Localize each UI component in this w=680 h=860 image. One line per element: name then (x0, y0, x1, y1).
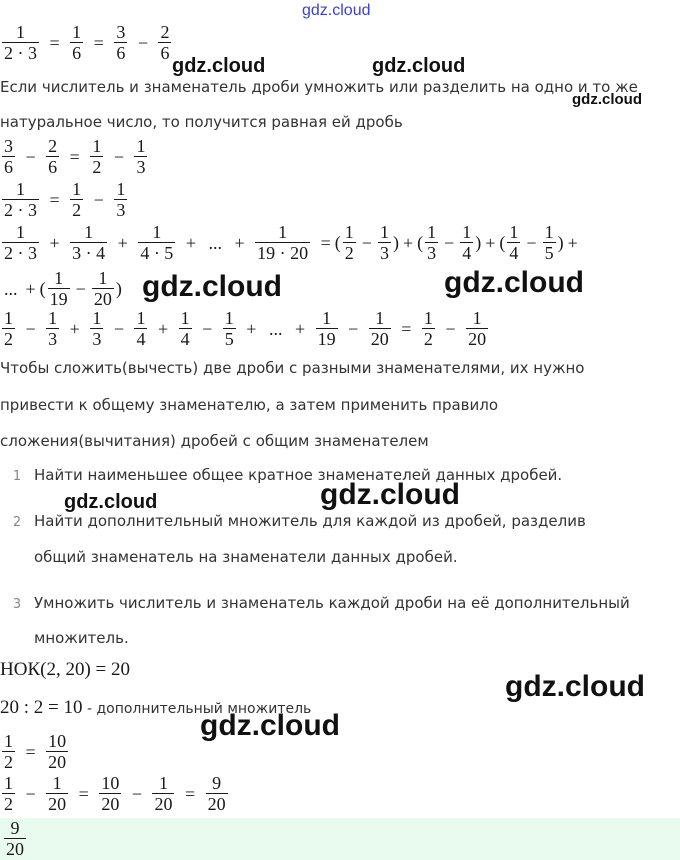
equation-3: $\frac{1}{2 \cdot 3}$ = $\frac{1}{2}$ − $\frac{1}{3}$ (4, 179, 126, 220)
watermark-8: gdz.cloud (505, 670, 645, 703)
equation-2: $\frac{3}{6}$ − $\frac{2}{6}$ = $\frac{1}{2}$ − $\frac{1}{3}$ (4, 136, 146, 177)
equation-8: $\frac{1}{2}$ − $\frac{1}{20}$ = $\frac{10}{20}$ − $\frac{1}{20}$ = $\frac{9}{20}$ (4, 773, 226, 814)
rule-text-line-1: Если числитель и знаменатель дроби умножить или разделить на одно и то же (0, 78, 638, 96)
step-text: Умножить числитель и знаменатель каждой дроби на её дополнительный (34, 594, 630, 612)
multiplier-label: - дополнительный множитель (82, 701, 312, 717)
addition-rule-line-1: Чтобы сложить(вычесть) две дроби с разными знаменателями, их нужно (0, 359, 585, 377)
step-2 (0, 512, 586, 530)
step-3 (0, 594, 630, 612)
step-1 (0, 466, 562, 484)
addition-rule-line-2: привести к общему знаменателю, а затем применить правило (0, 396, 499, 414)
answer-fraction: $\frac{9}{20}$ (6, 818, 24, 859)
equation-1: $\frac{1}{2 \cdot 3}$ = $\frac{1}{6}$ = $\frac{3}{6}$ − $\frac{2}{6}$ (4, 22, 170, 63)
step-text: Найти дополнительный множитель для каждой из дробей, разделив (34, 512, 586, 530)
step-text: множитель. (34, 629, 129, 647)
watermark-7: gdz.cloud (320, 478, 460, 511)
watermark-2: gdz.cloud (372, 55, 466, 77)
answer-box (0, 818, 680, 860)
rule-text-line-2: натуральное число, то получится равная ей дробь (0, 113, 403, 131)
watermark-3: gdz.cloud (572, 91, 642, 108)
watermark-4: gdz.cloud (142, 270, 282, 303)
step-number: 2 (12, 515, 22, 530)
step-2-continued (0, 548, 458, 566)
watermark-6: gdz.cloud (64, 491, 158, 513)
watermark-9: gdz.cloud (200, 709, 340, 742)
equation-7: $\frac{1}{2}$ = $\frac{10}{20}$ (4, 731, 67, 772)
step-text: Найти наименьшее общее кратное знаменателей данных дробей. (34, 466, 563, 484)
watermark-5: gdz.cloud (444, 266, 584, 299)
step-text: общий знаменатель на знаменатели данных дробей. (34, 548, 458, 566)
step-number: 1 (12, 469, 22, 484)
equation-5-continuation: ... + ( $\frac{1}{19}$ − $\frac{1}{20}$ ) (4, 268, 122, 309)
top-watermark: gdz.cloud (302, 2, 371, 19)
watermark-1: gdz.cloud (172, 55, 266, 77)
equation-4-sum: $\frac{1}{2 \cdot 3}$ + $\frac{1}{3 \cdot 4}$ + $\frac{1}{4 \cdot 5}$ + ... + $\frac{1}{19 \cdot 20}$ = ( $\frac{1}{2}$ − $\frac{1}{3}$ ) + ( $\frac{1}{3}$ − $\frac{1}{4}$ ) + ( $\frac{1}{4}$ − $\frac{1}{5}$ ) + (4, 222, 578, 263)
nok-line: НОК(2, 20) = 20 (0, 659, 130, 680)
step-number: 3 (12, 597, 22, 612)
addition-rule-line-3: сложения(вычитания) дробей с общим знаменателем (0, 432, 429, 450)
equation-6: $\frac{1}{2}$ − $\frac{1}{3}$ + $\frac{1}{3}$ − $\frac{1}{4}$ + $\frac{1}{4}$ − $\frac{1}{5}$ + ... + $\frac{1}{19}$ − $\frac{1}{20}$ = $\frac{1}{2}$ − $\frac{1}{20}$ (4, 308, 487, 349)
step-3-continued (0, 629, 129, 647)
multiplier-expression: 20 : 2 = 10 (0, 697, 83, 718)
